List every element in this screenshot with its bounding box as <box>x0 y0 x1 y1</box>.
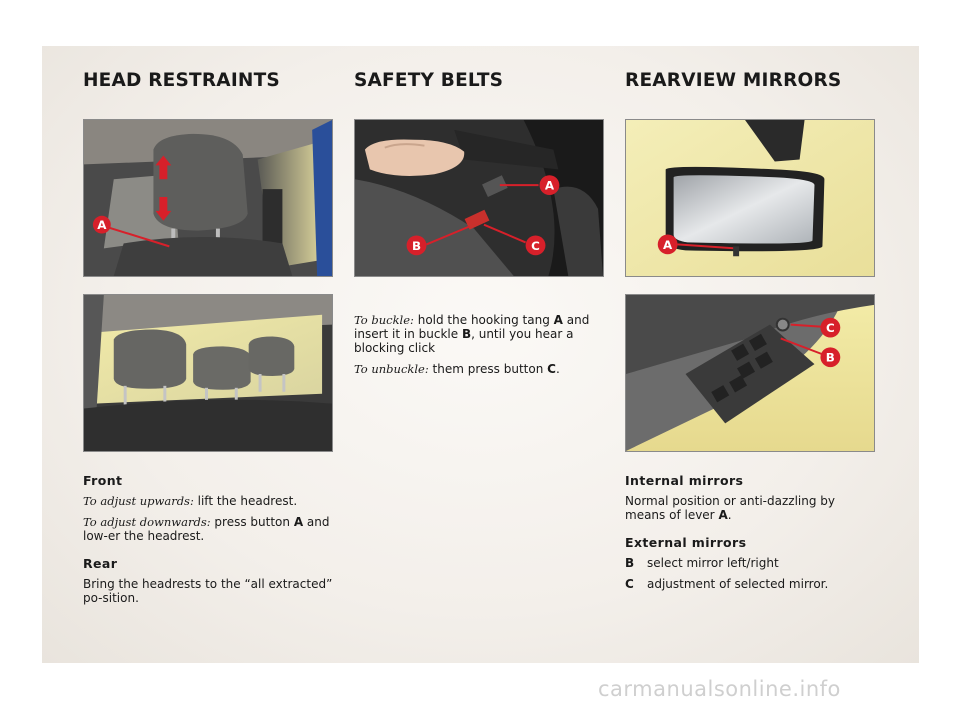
head-restraints-text <box>83 474 333 612</box>
front-headrest-photo <box>83 119 333 277</box>
marker-c: C <box>531 238 540 253</box>
head-restraints-heading: HEAD RESTRAINTS <box>83 70 280 91</box>
list-item: C adjustment of selected mirror. <box>625 577 829 591</box>
internal-mirrors-paragraph: Normal position or anti-dazzling by means of lever A. <box>625 494 835 522</box>
marker-a: A <box>97 218 107 233</box>
rear-paragraph: Bring the headrests to the “all extracted” po-sition. <box>83 577 333 605</box>
internal-mirror-photo <box>625 119 875 277</box>
internal-mirrors-subtitle: Internal mirrors <box>625 473 744 488</box>
manual-page <box>42 46 919 663</box>
front-subtitle: Front <box>83 473 123 488</box>
adjust-up-paragraph: To adjust upwards: lift the headrest. <box>83 494 298 508</box>
safety-belts-heading: SAFETY BELTS <box>354 70 504 91</box>
rear-headrest-photo <box>83 294 333 452</box>
marker-a: A <box>663 237 673 252</box>
unbuckle-paragraph: To unbuckle: them press button C. <box>354 362 560 376</box>
list-item: B select mirror left/right <box>625 556 779 570</box>
safety-belt-photo <box>354 119 604 277</box>
marker-b: B <box>825 350 835 365</box>
rearview-mirrors-heading: REARVIEW MIRRORS <box>625 70 842 91</box>
rear-subtitle: Rear <box>83 556 118 571</box>
door-controls-photo <box>625 294 875 452</box>
safety-belts-text <box>354 313 606 383</box>
watermark: carmanualsonline.info <box>598 677 841 701</box>
adjust-down-paragraph: To adjust downwards: press button A and low-er the headrest. <box>83 515 330 543</box>
marker-a: A <box>544 178 555 193</box>
rearview-mirrors-text <box>625 474 877 598</box>
marker-c: C <box>825 321 835 336</box>
marker-b: B <box>411 238 422 253</box>
external-mirrors-subtitle: External mirrors <box>625 535 747 550</box>
buckle-paragraph: To buckle: hold the hooking tang A and insert it in buckle B, until you hear a blocking click <box>354 313 590 355</box>
